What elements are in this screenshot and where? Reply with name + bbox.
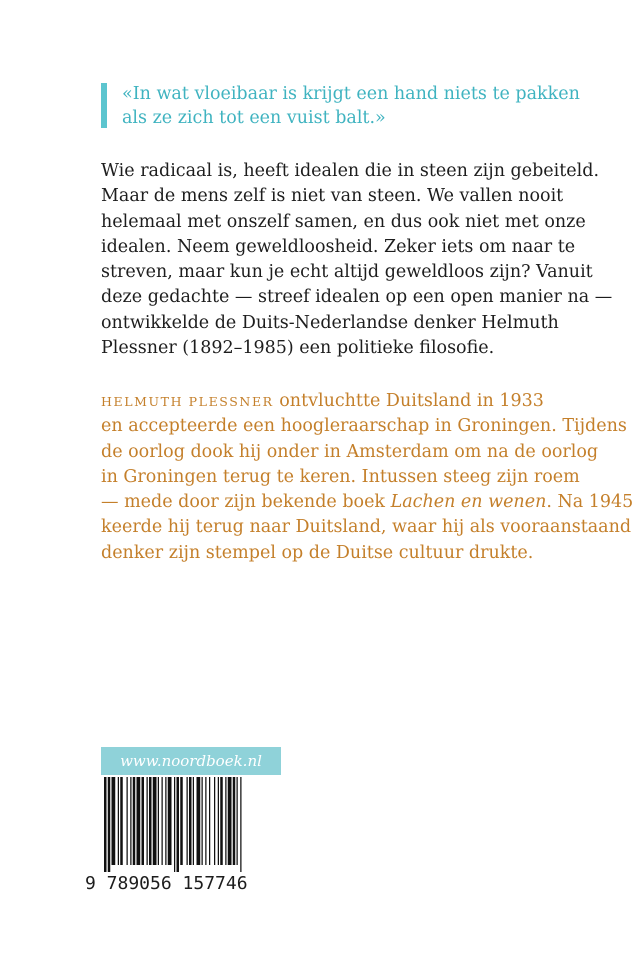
quote-accent-bar bbox=[101, 83, 107, 128]
bio-line: in Groningen terug te keren. Intussen steeg zijn roem bbox=[101, 466, 580, 487]
bio-line: de oorlog dook hij onder in Amsterdam om na de oorlog bbox=[101, 441, 599, 462]
barcode-bar bbox=[162, 777, 163, 865]
barcode-bar bbox=[168, 777, 172, 865]
bio-line: en accepteerde een hoogleraarschap in Groningen. Tijdens bbox=[101, 416, 627, 437]
intro-line: streven, maar kun je echt altijd geweldloos zijn? Vanuit bbox=[101, 262, 593, 283]
author-name: HELMUTH PLESSNER bbox=[101, 394, 274, 409]
barcode-bar bbox=[220, 777, 223, 865]
barcode-bar bbox=[147, 777, 148, 865]
barcode-bars bbox=[101, 777, 281, 872]
bio-text: . Na 1945 bbox=[546, 492, 634, 513]
barcode-bar bbox=[133, 777, 136, 865]
barcode-bar bbox=[149, 777, 152, 865]
isbn-digits: 9 789056 157746 bbox=[85, 873, 248, 894]
barcode bbox=[101, 775, 281, 872]
intro-line: helemaal met onszelf samen, en dus ook niet met onze bbox=[101, 211, 586, 232]
barcode-bar bbox=[233, 777, 236, 865]
barcode-bar bbox=[237, 777, 238, 865]
barcode-bar bbox=[177, 777, 180, 872]
barcode-bar bbox=[202, 777, 203, 865]
barcode-bar bbox=[193, 777, 194, 865]
intro-paragraph bbox=[101, 159, 613, 361]
barcode-bar bbox=[218, 777, 219, 865]
barcode-bar bbox=[127, 777, 128, 865]
barcode-bar bbox=[228, 777, 232, 865]
intro-line: deze gedachte — streef idealen op een open manier na — bbox=[101, 287, 613, 308]
barcode-bar bbox=[118, 777, 119, 865]
book-title: Lachen en wenen bbox=[390, 492, 547, 513]
publisher-url[interactable]: www.noordboek.nl bbox=[101, 747, 281, 775]
barcode-bar bbox=[108, 777, 111, 872]
barcode-bar bbox=[174, 777, 175, 872]
barcode-bar bbox=[214, 777, 215, 865]
bio-text: ontvluchtte Duitsland in 1933 bbox=[273, 391, 544, 411]
pull-quote-line: «In wat vloeibaar is krijgt een hand niets te pakken bbox=[122, 84, 580, 104]
barcode-bar bbox=[137, 777, 141, 865]
barcode-bar bbox=[104, 777, 107, 872]
barcode-bar bbox=[205, 777, 206, 865]
barcode-bar bbox=[120, 777, 123, 865]
barcode-bar bbox=[130, 777, 131, 865]
barcode-bar bbox=[187, 777, 188, 865]
intro-line: Maar de mens zelf is niet van steen. We vallen nooit bbox=[101, 186, 564, 207]
bio-text: — mede door zijn bekende boek bbox=[101, 492, 391, 513]
bio-line: keerde hij terug naar Duitsland, waar hij als vooraanstaand bbox=[101, 517, 632, 538]
bio-line bbox=[101, 389, 561, 414]
barcode-bar bbox=[142, 777, 145, 865]
barcode-bar bbox=[158, 777, 159, 865]
author-bio bbox=[101, 389, 634, 566]
bio-line: denker zijn stempel op de Duitse cultuur drukte. bbox=[101, 542, 534, 563]
intro-line: Plessner (1892–1985) een politieke filosofie. bbox=[101, 338, 495, 359]
barcode-bar bbox=[180, 777, 183, 865]
intro-line: idealen. Neem geweldloosheid. Zeker iets om naar te bbox=[101, 236, 576, 257]
barcode-bar bbox=[165, 777, 166, 865]
pull-quote-line: als ze zich tot een vuist balt.» bbox=[122, 108, 386, 128]
intro-line: ontwikkelde de Duits-Nederlandse denker Helmuth bbox=[101, 312, 559, 333]
bio-line bbox=[101, 490, 634, 515]
barcode-bar bbox=[189, 777, 192, 865]
barcode-bar bbox=[112, 777, 116, 865]
barcode-bar bbox=[153, 777, 157, 865]
barcode-bar bbox=[240, 777, 241, 872]
intro-line: Wie radicaal is, heeft idealen die in steen zijn gebeiteld. bbox=[101, 161, 600, 181]
barcode-bar bbox=[197, 777, 201, 865]
pull-quote bbox=[122, 82, 580, 130]
barcode-bar bbox=[209, 777, 210, 865]
barcode-bar bbox=[225, 777, 226, 865]
